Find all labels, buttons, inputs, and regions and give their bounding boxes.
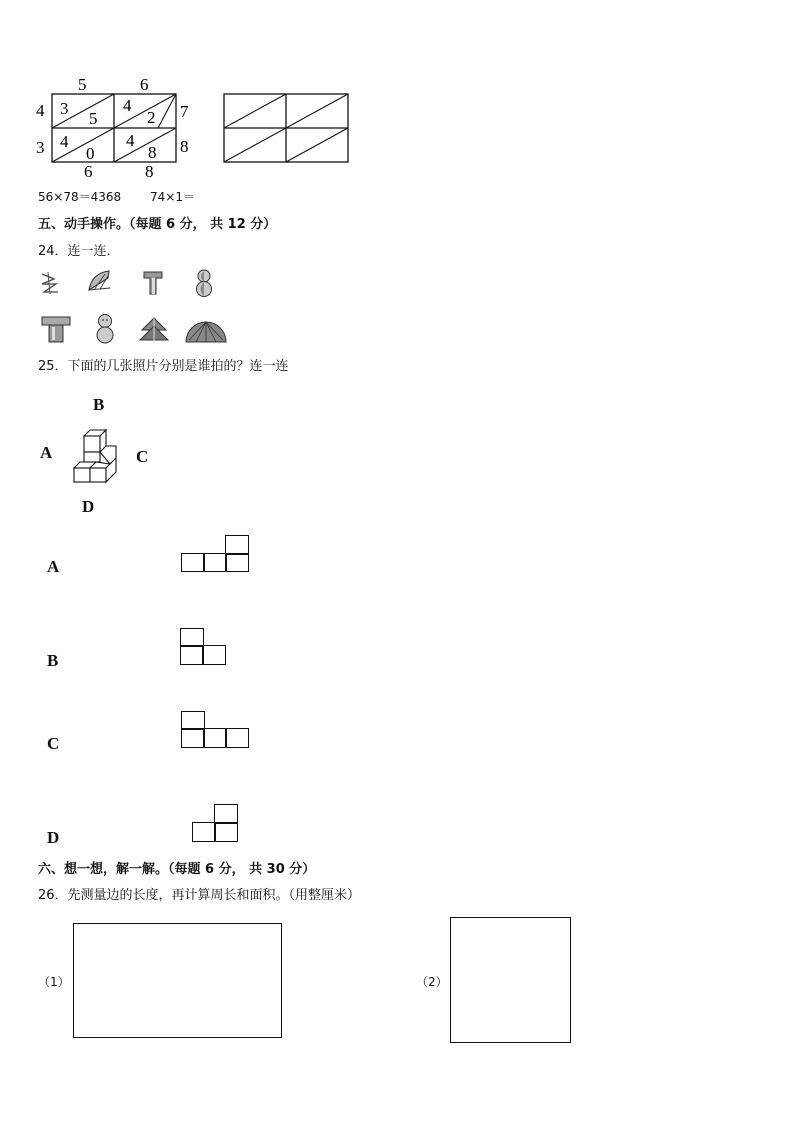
exercise-equation: 74×1＝ bbox=[150, 190, 195, 204]
q26-label-2: （2） bbox=[416, 975, 448, 989]
mushroom-front-icon[interactable] bbox=[40, 314, 72, 344]
lattice-left-digit: 3 bbox=[36, 138, 45, 157]
umbrella-side-icon[interactable] bbox=[86, 268, 114, 294]
mushroom-side-icon[interactable] bbox=[142, 268, 164, 296]
photo-b-figure[interactable] bbox=[180, 628, 226, 665]
lattice-cell-tens: 3 bbox=[60, 99, 69, 118]
viewer-label-d: D bbox=[82, 497, 95, 516]
viewer-label-a: A bbox=[40, 443, 53, 462]
lattice-cell-ones: 8 bbox=[148, 143, 157, 162]
photo-label: B bbox=[47, 651, 59, 670]
photo-a-figure[interactable] bbox=[181, 535, 249, 572]
snowman-front-icon[interactable] bbox=[94, 312, 116, 344]
lattice-top-digit: 6 bbox=[140, 75, 149, 94]
lattice-cell-ones: 0 bbox=[86, 144, 95, 163]
lattice-example bbox=[30, 74, 200, 184]
q25-prompt: 25．下面的几张照片分别是谁拍的？连一连 bbox=[38, 359, 289, 374]
viewer-label-b: B bbox=[93, 395, 105, 414]
lattice-bottom-digit: 6 bbox=[84, 162, 93, 181]
lattice-right-digit: 8 bbox=[180, 137, 189, 156]
photo-label: A bbox=[47, 557, 60, 576]
example-equation: 56×78＝4368 bbox=[38, 190, 122, 204]
bird-outline-icon[interactable] bbox=[38, 270, 62, 296]
lattice-cell-tens: 4 bbox=[123, 96, 132, 115]
lattice-right-digit: 7 bbox=[180, 102, 189, 121]
lattice-left-digit: 4 bbox=[36, 101, 45, 120]
lattice-top-digit: 5 bbox=[78, 75, 87, 94]
cube-stack-figure bbox=[70, 428, 122, 484]
q26-prompt: 26．先测量边的长度，再计算周长和面积。（用整厘米） bbox=[38, 888, 361, 903]
tree-front-icon[interactable] bbox=[138, 316, 170, 344]
lattice-bottom-digit: 8 bbox=[145, 162, 154, 181]
q26-label-1: （1） bbox=[38, 975, 70, 989]
photo-label: C bbox=[47, 734, 60, 753]
section6-title: 六、想一想，解一解。（每题 6 分， 共 30 分） bbox=[38, 862, 316, 877]
photo-label: D bbox=[47, 828, 60, 847]
viewer-label-c: C bbox=[136, 447, 149, 466]
lattice-cell-tens: 4 bbox=[60, 132, 69, 151]
snowman-side-icon[interactable] bbox=[194, 268, 214, 298]
lattice-cell-tens: 4 bbox=[126, 131, 135, 150]
photo-d-figure[interactable] bbox=[192, 804, 238, 842]
q24-prompt: 24．连一连． bbox=[38, 244, 120, 259]
rectangle-1[interactable] bbox=[73, 923, 282, 1038]
lattice-cell-ones: 2 bbox=[147, 108, 156, 127]
umbrella-top-icon[interactable] bbox=[184, 318, 228, 344]
photo-c-figure[interactable] bbox=[181, 711, 249, 748]
rectangle-2[interactable] bbox=[450, 917, 571, 1043]
lattice-blank[interactable] bbox=[222, 92, 352, 166]
lattice-cell-ones: 5 bbox=[89, 109, 98, 128]
section5-title: 五、动手操作。（每题 6 分， 共 12 分） bbox=[38, 217, 277, 232]
